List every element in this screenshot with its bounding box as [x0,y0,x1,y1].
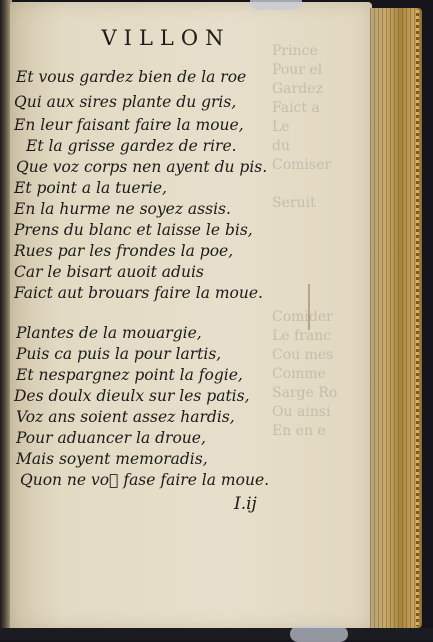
verse-line: Mais soyent memoradis, [16,450,208,468]
verse-line: Car le bisart auoit aduis [14,263,204,281]
verse-line: En la hurme ne soyez assis. [14,200,231,218]
verse-line: Rues par les frondes la poe, [14,242,234,260]
show-through-text: Prince Pour el Gardez Faict a Le du Comiser Seruit Comider Le franc Cou mes Comme Sarge Ro Ou ainsi En en e [272,43,338,439]
verse-line: Quon ne vo᷒ fase faire la moue. [20,471,270,489]
verse-line: Et la grisse gardez de rire. [26,137,237,155]
verse-line: Que voz corps nen ayent du pis. [16,158,268,176]
verse-line: Et nespargnez point la fogie, [16,366,243,384]
verse-line: Des doulx dieulx sur les patis, [14,387,250,405]
signature-mark: I.ij [234,494,257,514]
verse-line: Et vous gardez bien de la roe [16,68,247,86]
verse-line: Qui aux sires plante du gris, [14,93,237,111]
verse-line: Plantes de la mouargie, [16,324,202,342]
verse-line: En leur faisant faire la moue, [14,116,244,134]
verse-line: Et point a la tuerie, [14,179,167,197]
verse-line: Prens du blanc et laisse le bis, [14,221,253,239]
verse-line: Pour aduancer la droue, [16,429,206,447]
verse-line: Faict aut brouars faire la moue. [14,284,263,302]
verse-line: Voz ans soient assez hardis, [16,408,235,426]
running-head: VILLON [101,26,231,50]
verse-line: Puis ca puis la pour lartis, [16,345,222,363]
